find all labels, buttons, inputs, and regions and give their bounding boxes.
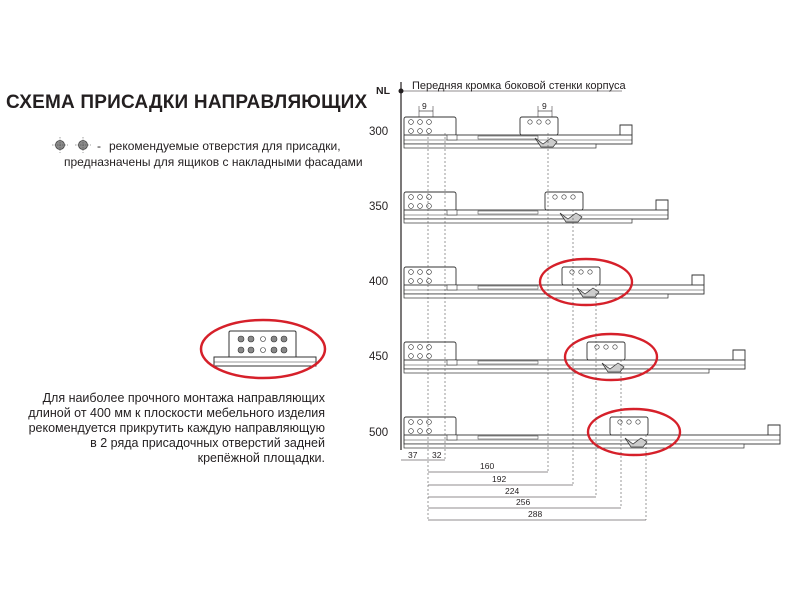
spacing-label: 9	[422, 101, 427, 111]
length-label-450: 450	[369, 351, 389, 363]
guide-rail	[404, 409, 780, 455]
guide-rail	[404, 192, 668, 223]
length-label-300: 300	[369, 126, 389, 138]
page-title: СХЕМА ПРИСАДКИ НАПРАВЛЯЮЩИХ	[6, 92, 368, 113]
guide-rail	[404, 334, 745, 380]
legend-dash: -	[97, 139, 101, 153]
length-label-500: 500	[369, 427, 389, 439]
paragraph-line: Для наиболее прочного монтажа направляющих	[42, 391, 325, 405]
dim-32: 32	[432, 450, 442, 460]
nl-label: NL	[376, 85, 390, 97]
paragraph-line: в 2 ряда присадочных отверстий задней	[90, 436, 325, 450]
length-label-400: 400	[369, 276, 389, 288]
paragraph-line: рекомендуется прикрутить каждую направляющую	[28, 421, 325, 435]
spacing-label: 9	[542, 101, 547, 111]
paragraph-line: длиной от 400 мм к плоскости мебельного изделия	[28, 406, 325, 420]
dim-224: 224	[505, 486, 520, 496]
dim-256: 256	[516, 497, 531, 507]
guide-rail	[404, 117, 632, 148]
front-edge-header: Передняя кромка боковой стенки корпуса	[412, 80, 626, 92]
legend-text-line2: предназначены для ящиков с накладными фасадами	[64, 155, 363, 169]
paragraph-line: крепёжной площадки.	[197, 451, 325, 465]
dim-160: 160	[480, 461, 495, 471]
legend-text-line1: рекомендуемые отверстия для присадки,	[109, 139, 341, 153]
dim-288: 288	[528, 509, 543, 519]
guide-rail	[404, 259, 704, 305]
length-label-350: 350	[369, 201, 389, 213]
dim-192: 192	[492, 474, 507, 484]
dim-37: 37	[408, 450, 418, 460]
